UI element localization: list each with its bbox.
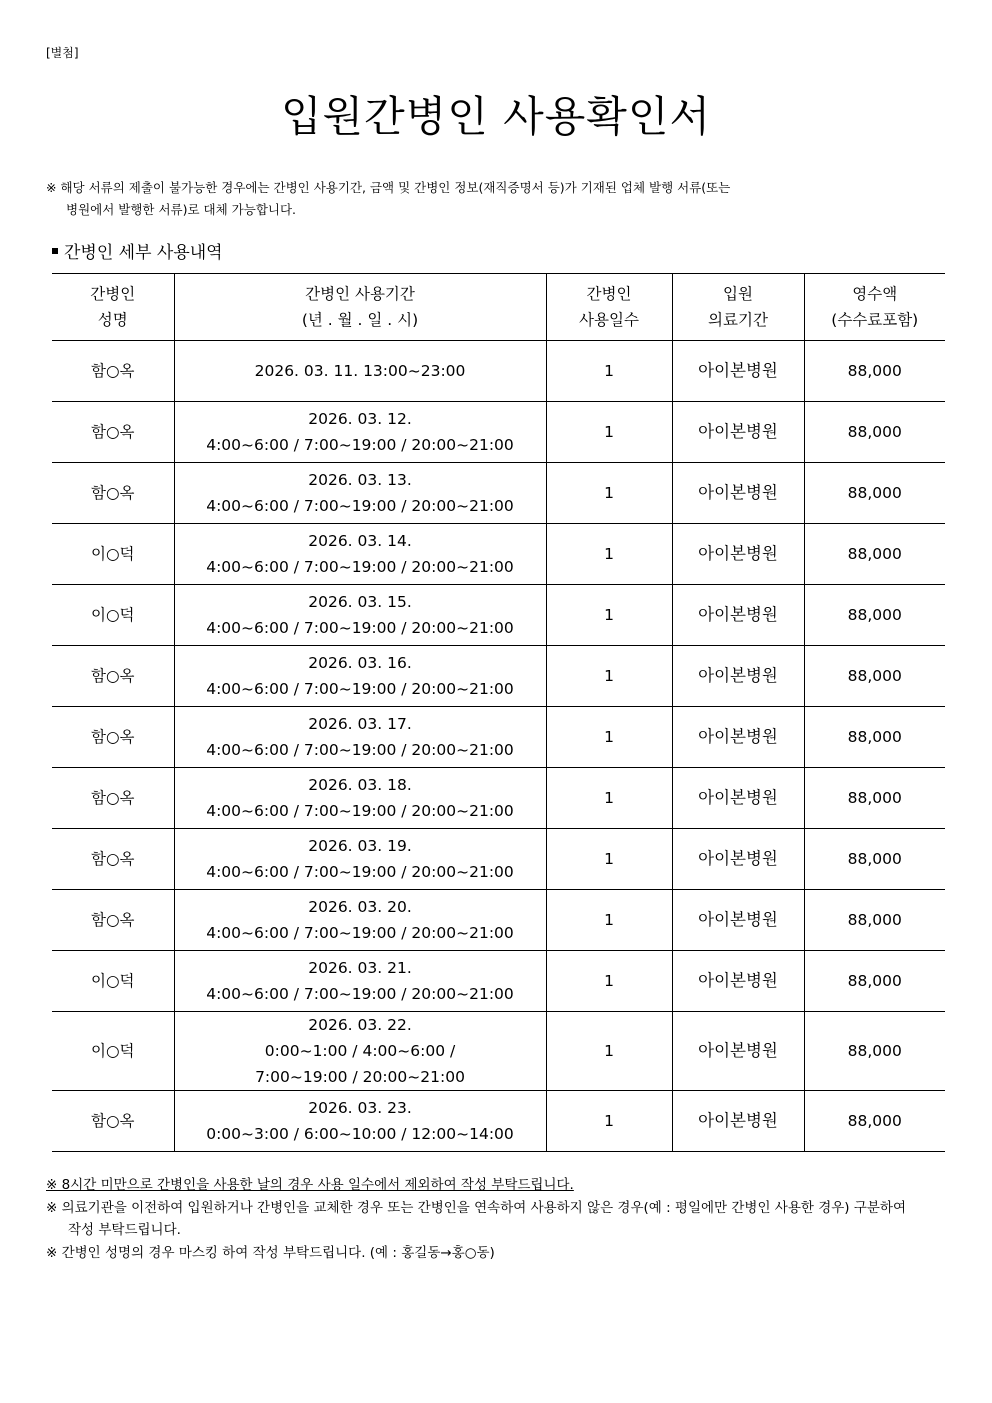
cell-days: 1 [546,463,672,524]
period-line: 4:00~6:00 / 7:00~19:00 / 20:00~21:00 [206,497,514,515]
period-line: 4:00~6:00 / 7:00~19:00 / 20:00~21:00 [206,558,514,576]
cell-name: 함○옥 [52,768,174,829]
table-row [52,585,945,646]
period-line: 2026. 03. 20. [308,898,412,916]
period-line: 2026. 03. 16. [308,654,412,672]
header-days: 간병인 사용일수 [546,274,672,341]
cell-name: 함○옥 [52,463,174,524]
section-heading [52,238,223,263]
page-title: 입원간병인 사용확인서 [280,92,712,141]
period-line: 2026. 03. 13. [308,471,412,489]
period-line: 4:00~6:00 / 7:00~19:00 / 20:00~21:00 [206,741,514,759]
attachment-label: [별첨] [46,46,79,60]
period-line: 4:00~6:00 / 7:00~19:00 / 20:00~21:00 [206,985,514,1003]
cell-days: 1 [546,646,672,707]
cell-amount: 88,000 [804,646,945,707]
table-row [52,524,945,585]
footer-note-2: ※ 의료기관을 이전하여 입원하거나 간병인을 교체한 경우 또는 간병인을 연속하여 사용하지 않은 경우(예 : 평일에만 간병인 사용한 경우) 구분하여 [46,1199,907,1216]
cell-days: 1 [546,951,672,1012]
period-line: 2026. 03. 22. [308,1016,412,1034]
cell-hospital: 아이본병원 [672,768,804,829]
square-bullet-icon [52,248,58,254]
cell-days: 1 [546,1091,672,1152]
cell-days: 1 [546,829,672,890]
cell-amount: 88,000 [804,1012,945,1091]
footer-note-1: ※ 8시간 미만으로 간병인을 사용한 날의 경우 사용 일수에서 제외하여 작성 부탁드립니다. [46,1177,574,1193]
cell-name: 이○덕 [52,524,174,585]
cell-period [174,707,546,768]
table-row [52,1091,945,1152]
cell-days: 1 [546,707,672,768]
cell-name: 이○덕 [52,951,174,1012]
cell-days: 1 [546,890,672,951]
footer-note-3: ※ 간병인 성명의 경우 마스킹 하여 작성 부탁드립니다. (예 : 홍길동→홍○동) [46,1244,495,1261]
table-row [52,829,945,890]
period-line: 2026. 03. 14. [308,532,412,550]
cell-period [174,890,546,951]
cell-period [174,768,546,829]
table-row [52,1012,945,1091]
cell-hospital: 아이본병원 [672,951,804,1012]
cell-amount: 88,000 [804,829,945,890]
cell-hospital: 아이본병원 [672,402,804,463]
table-header-row [52,274,945,341]
cell-name: 함○옥 [52,1091,174,1152]
table-row [52,646,945,707]
table-row [52,341,945,402]
period-line: 2026. 03. 12. [308,410,412,428]
cell-name: 함○옥 [52,646,174,707]
cell-hospital: 아이본병원 [672,707,804,768]
cell-period [174,1091,546,1152]
notice-line-1: ※ 해당 서류의 제출이 불가능한 경우에는 간병인 사용기간, 금액 및 간병인 정보(재직증명서 등)가 기재된 업체 발행 서류(또는 [46,180,731,195]
footer-note-2b: 작성 부탁드립니다. [68,1222,181,1238]
cell-hospital: 아이본병원 [672,341,804,402]
section-title: 간병인 세부 사용내역 [64,243,223,263]
cell-amount: 88,000 [804,707,945,768]
cell-amount: 88,000 [804,402,945,463]
period-line: 2026. 03. 15. [308,593,412,611]
cell-period [174,585,546,646]
period-line: 2026. 03. 11. 13:00~23:00 [254,362,466,380]
table-row [52,890,945,951]
header-period: 간병인 사용기간 (년 . 월 . 일 . 시) [174,274,546,341]
period-line: 4:00~6:00 / 7:00~19:00 / 20:00~21:00 [206,924,514,942]
cell-days: 1 [546,524,672,585]
cell-hospital: 아이본병원 [672,646,804,707]
cell-amount: 88,000 [804,951,945,1012]
period-line: 2026. 03. 23. [308,1099,412,1117]
cell-hospital: 아이본병원 [672,890,804,951]
cell-amount: 88,000 [804,1091,945,1152]
cell-name: 함○옥 [52,402,174,463]
period-line: 2026. 03. 21. [308,959,412,977]
cell-name: 이○덕 [52,1012,174,1091]
cell-days: 1 [546,402,672,463]
cell-amount: 88,000 [804,524,945,585]
cell-name: 함○옥 [52,890,174,951]
cell-hospital: 아이본병원 [672,1091,804,1152]
cell-hospital: 아이본병원 [672,585,804,646]
period-line: 4:00~6:00 / 7:00~19:00 / 20:00~21:00 [206,863,514,881]
cell-days: 1 [546,1012,672,1091]
table-row [52,951,945,1012]
period-line: 2026. 03. 17. [308,715,412,733]
cell-hospital: 아이본병원 [672,524,804,585]
period-line: 4:00~6:00 / 7:00~19:00 / 20:00~21:00 [206,802,514,820]
table-row [52,402,945,463]
period-line: 2026. 03. 18. [308,776,412,794]
cell-period [174,341,546,402]
period-line: 4:00~6:00 / 7:00~19:00 / 20:00~21:00 [206,619,514,637]
cell-hospital: 아이본병원 [672,1012,804,1091]
cell-name: 함○옥 [52,341,174,402]
cell-period [174,402,546,463]
header-amount: 영수액 (수수료포함) [804,274,945,341]
cell-amount: 88,000 [804,768,945,829]
header-hospital: 입원 의료기간 [672,274,804,341]
cell-period [174,951,546,1012]
cell-period [174,463,546,524]
cell-period [174,524,546,585]
notice-line-2: 병원에서 발행한 서류)로 대체 가능합니다. [66,202,297,217]
footer-notes [46,1174,946,1264]
cell-period [174,646,546,707]
cell-amount: 88,000 [804,890,945,951]
table-row [52,768,945,829]
cell-amount: 88,000 [804,463,945,524]
period-line: 4:00~6:00 / 7:00~19:00 / 20:00~21:00 [206,436,514,454]
cell-name: 함○옥 [52,829,174,890]
cell-name: 이○덕 [52,585,174,646]
cell-period [174,829,546,890]
caregiver-usage-table [52,273,945,1152]
cell-days: 1 [546,341,672,402]
cell-amount: 88,000 [804,341,945,402]
cell-hospital: 아이본병원 [672,463,804,524]
notice [46,177,946,221]
period-line: 0:00~1:00 / 4:00~6:00 / [264,1042,456,1060]
table-row [52,707,945,768]
cell-days: 1 [546,585,672,646]
header-name: 간병인 성명 [52,274,174,341]
cell-hospital: 아이본병원 [672,829,804,890]
period-line: 7:00~19:00 / 20:00~21:00 [255,1068,465,1086]
cell-name: 함○옥 [52,707,174,768]
cell-amount: 88,000 [804,585,945,646]
period-line: 4:00~6:00 / 7:00~19:00 / 20:00~21:00 [206,680,514,698]
cell-period [174,1012,546,1091]
period-line: 0:00~3:00 / 6:00~10:00 / 12:00~14:00 [206,1125,514,1143]
cell-days: 1 [546,768,672,829]
table-row [52,463,945,524]
period-line: 2026. 03. 19. [308,837,412,855]
